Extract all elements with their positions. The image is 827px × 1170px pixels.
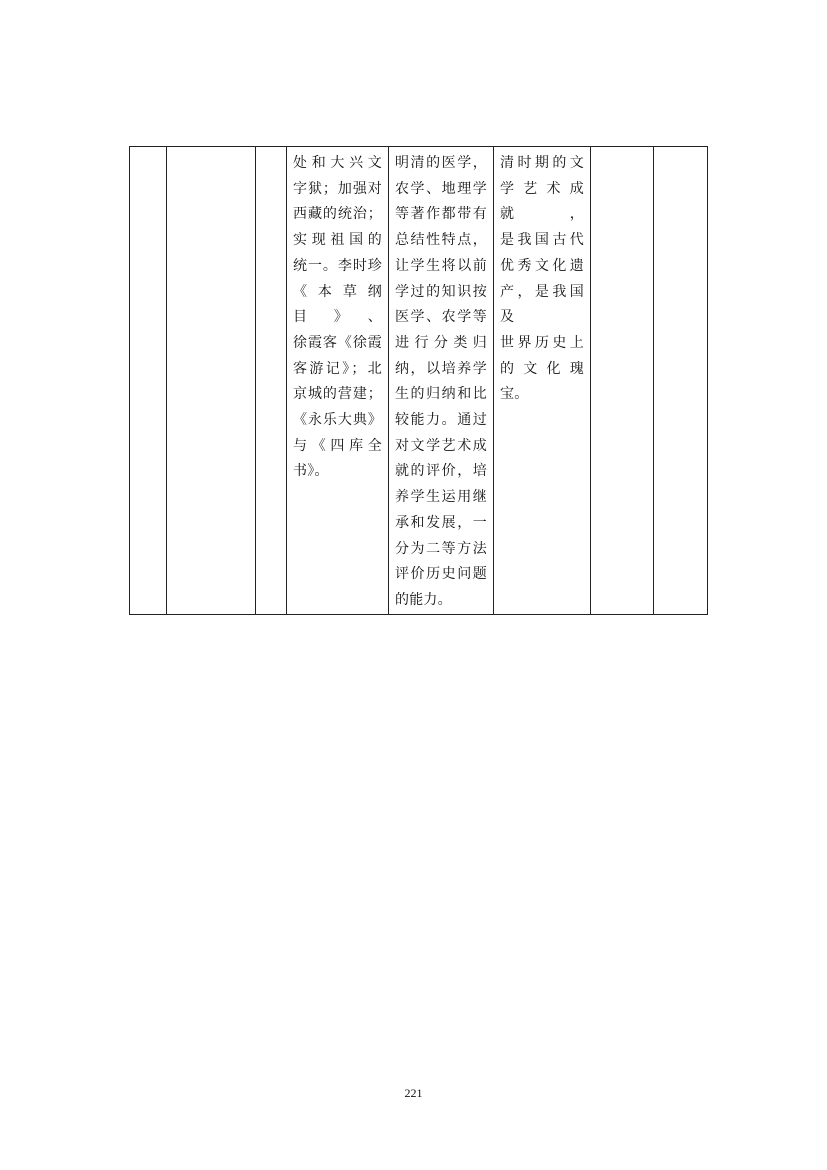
cell-line: 学艺术成就， <box>500 180 584 223</box>
cell-line: 字狱；加强对 <box>293 180 382 197</box>
page-number: 221 <box>404 1086 423 1100</box>
table-row <box>130 147 708 615</box>
cell-line: 西藏的统治； <box>293 206 382 223</box>
cell-line: 分为二等方法 <box>395 540 487 557</box>
cell-line: 评价历史问题 <box>395 566 487 583</box>
cell-line: 农学、地理学 <box>395 180 487 197</box>
cell-line: 产，是我国及 <box>500 283 584 326</box>
cell-line: 的文化瑰宝。 <box>500 360 584 403</box>
table-cell-col8 <box>654 147 708 615</box>
cell-line: 统一。李时珍 <box>293 257 382 274</box>
cell-line: 进行分类归 <box>395 334 487 351</box>
cell-line: 较能力。通过 <box>395 412 487 429</box>
cell-line: 总结性特点， <box>395 232 487 249</box>
cell-line: 优秀文化遗 <box>500 257 584 274</box>
cell-line: 《本草纲目》、 <box>293 283 382 326</box>
cell-line: 让学生将以前 <box>395 257 487 274</box>
cell-line: 徐霞客《徐霞 <box>293 334 382 351</box>
cell-line: 实现祖国的 <box>293 232 382 249</box>
cell-line: 清时期的文 <box>500 155 584 171</box>
cell-line: 生的归纳和比 <box>395 386 487 403</box>
cell-line: 与《四库全 <box>293 437 382 454</box>
table-cell-col4 <box>287 147 389 615</box>
cell-line: 承和发展，一 <box>395 514 487 531</box>
cell-line: 明清的医学， <box>395 155 487 171</box>
cell-line: 京城的营建； <box>293 386 382 403</box>
cell-line: 是我国古代 <box>500 232 584 249</box>
cell-line: 世界历史上 <box>500 334 584 351</box>
table-cell-col1 <box>130 147 167 615</box>
cell-line: 对文学艺术成 <box>395 437 487 454</box>
cell-line: 养学生运用继 <box>395 489 487 506</box>
table-cell-col5 <box>389 147 494 615</box>
cell-line: 等著作都带有 <box>395 206 487 223</box>
cell-line: 客游记》；北 <box>293 360 382 377</box>
cell-line: 就的评价，培 <box>395 463 487 480</box>
cell-line: 学过的知识按 <box>395 283 487 300</box>
content-table <box>129 146 708 615</box>
table-cell-col7 <box>591 147 654 615</box>
cell-line: 《永乐大典》 <box>293 412 382 429</box>
cell-line: 书》。 <box>293 463 329 480</box>
table-cell-col2 <box>167 147 256 615</box>
table-cell-col6 <box>494 147 591 615</box>
cell-line: 纳，以培养学 <box>395 360 487 377</box>
cell-line: 处和大兴文 <box>293 155 382 171</box>
cell-line: 的能力。 <box>395 591 452 608</box>
cell-line: 医学、农学等 <box>395 309 487 326</box>
table-cell-col3 <box>256 147 287 615</box>
